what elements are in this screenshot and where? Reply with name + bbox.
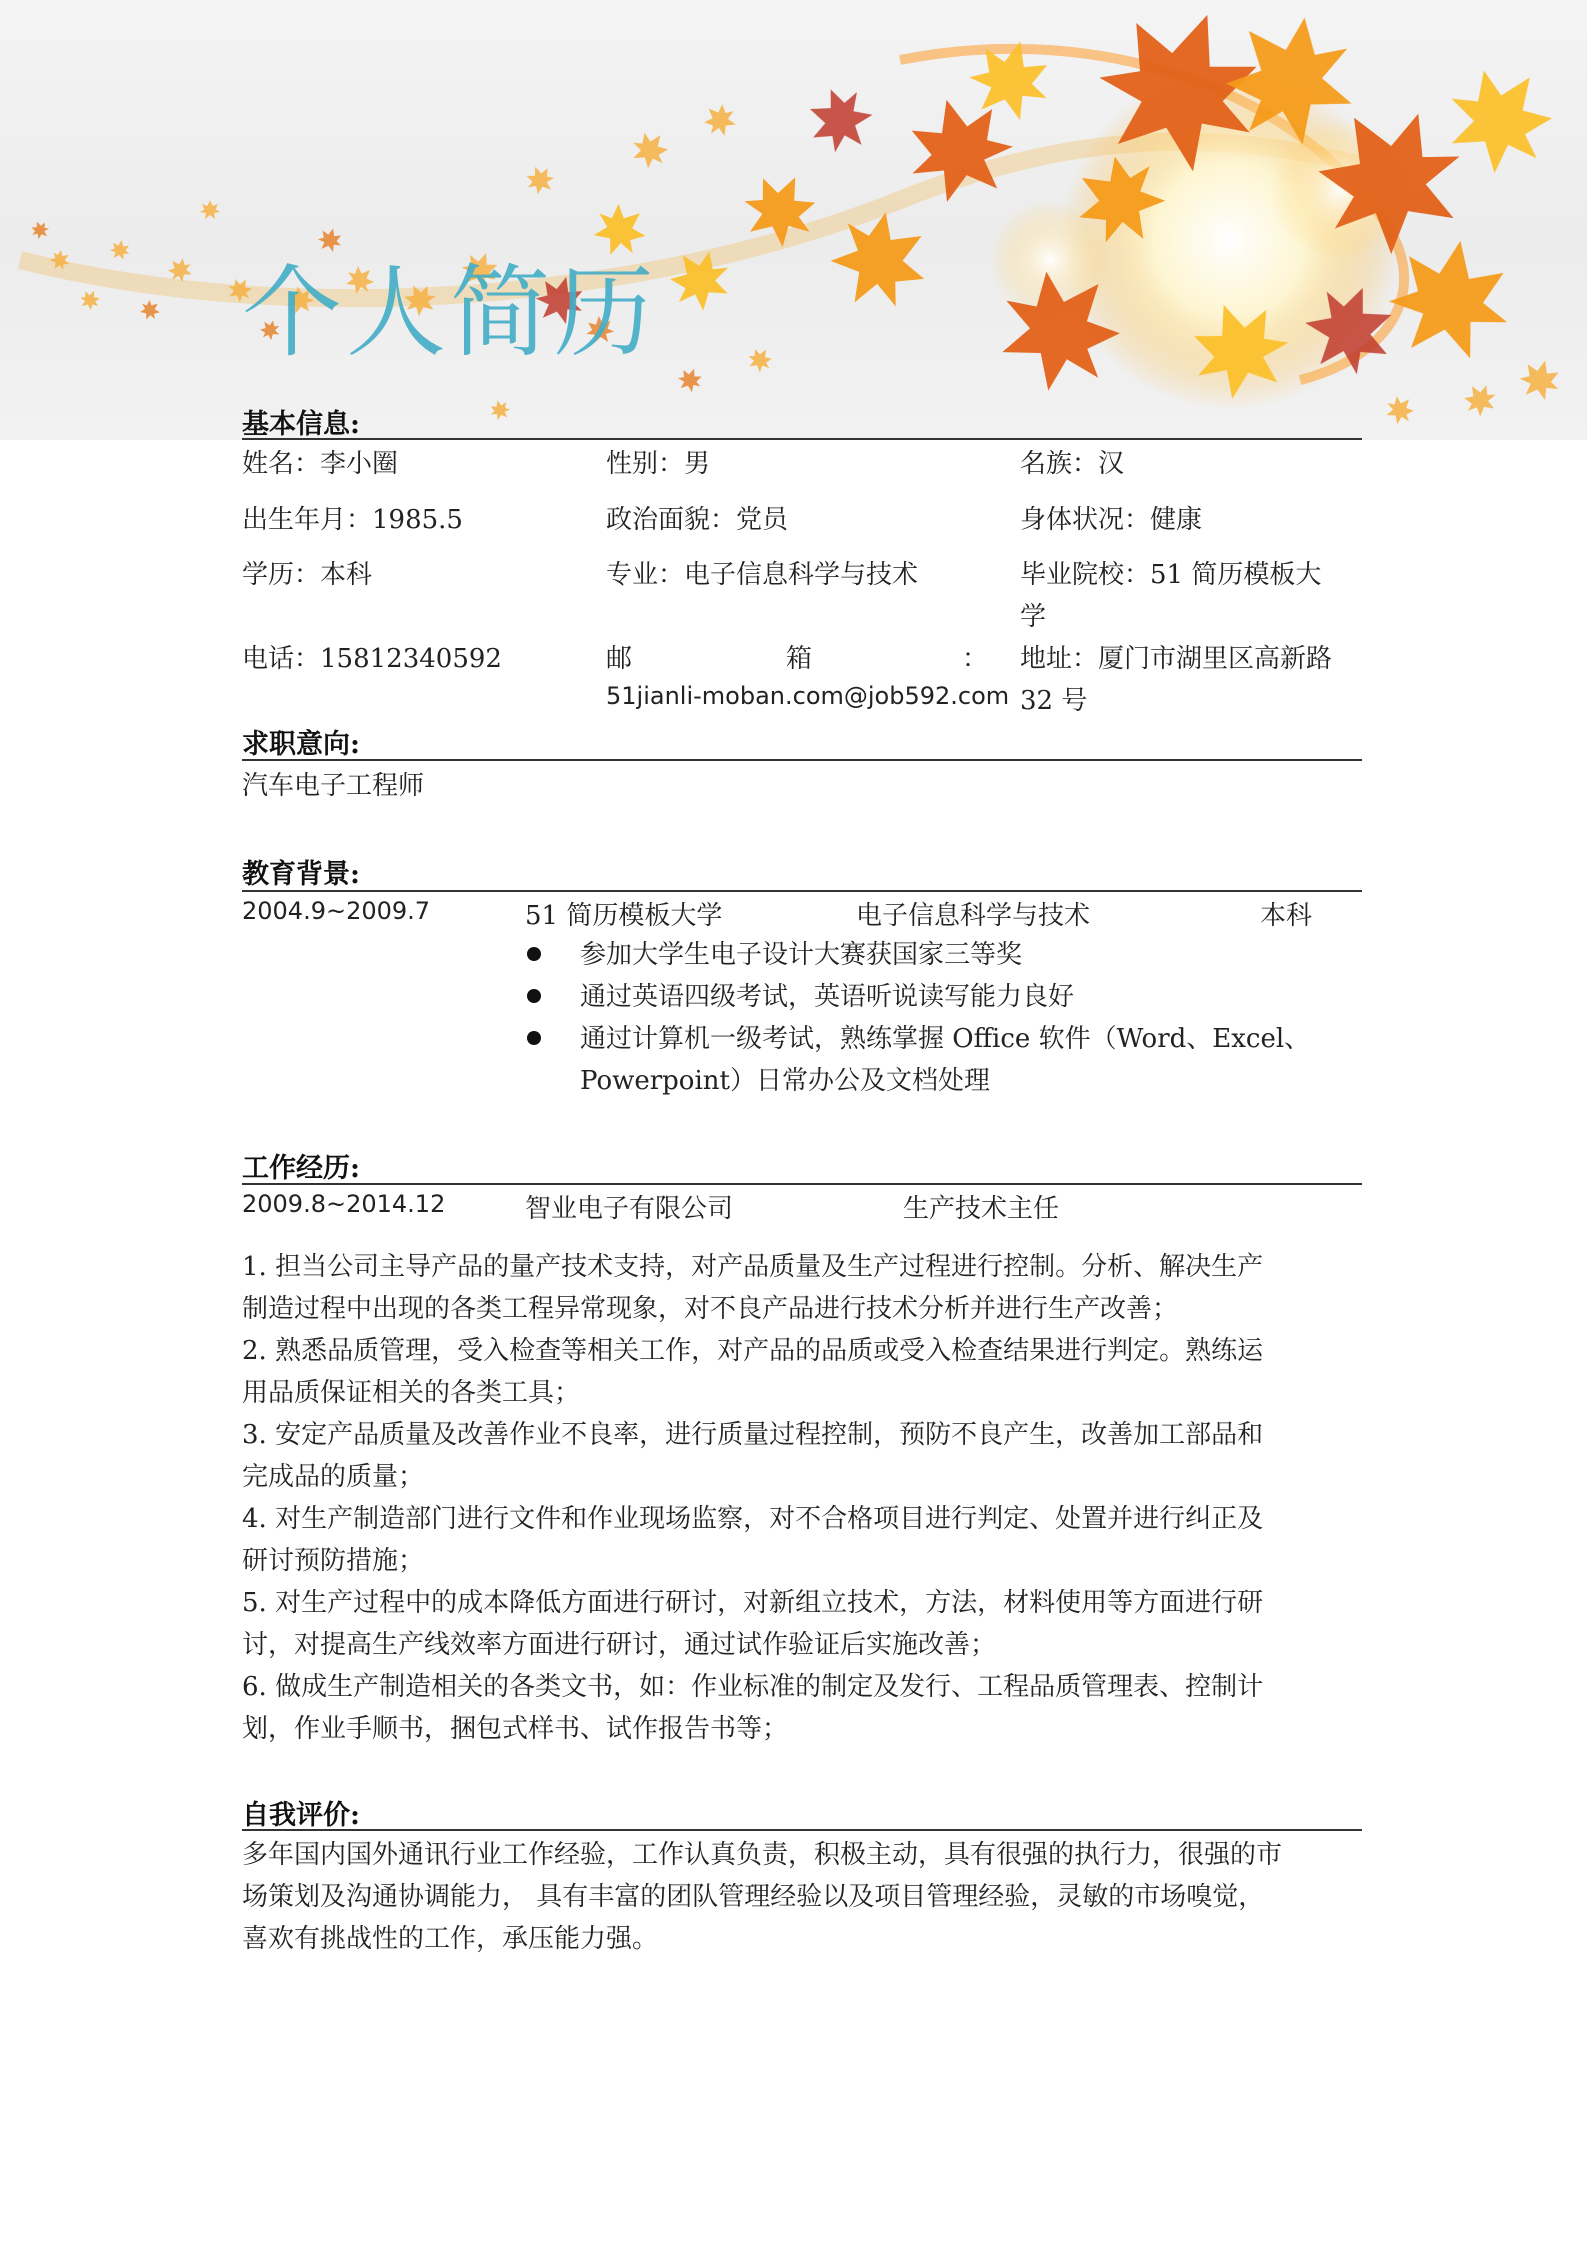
bullet-dot [527,989,541,1003]
school-field-cont: 学 [1020,602,1047,632]
self-eval-line: 喜欢有挑战性的工作，承压能力强。 [242,1924,659,1954]
education-field: 学历：本科 [242,560,373,590]
basic-info-divider [242,438,1362,440]
politics-field: 政治面貌：党员 [606,505,789,535]
education-item: 通过计算机一级考试，熟练掌握 Office 软件（Word、Excel、 [580,1024,1311,1054]
address-field-cont: 32 号 [1020,686,1088,716]
work-duty-line: 制造过程中出现的各类工程异常现象，对不良产品进行技术分析并进行生产改善； [242,1294,1179,1324]
education-item-cont: Powerpoint）日常办公及文档处理 [580,1066,990,1096]
email-label-1: 邮 [606,644,633,674]
phone-field: 电话：15812340592 [242,644,502,674]
objective-divider [242,759,1362,761]
work-duty-line: 用品质保证相关的各类工具； [242,1378,581,1408]
gender-field: 性别：男 [606,449,711,479]
objective-text: 汽车电子工程师 [242,771,425,801]
work-duty-line: 划，作业手顺书，捆包式样书、试作报告书等； [242,1714,789,1744]
education-period: 2004.9~2009.7 [242,897,431,925]
health-field: 身体状况：健康 [1020,505,1203,535]
work-period: 2009.8~2014.12 [242,1190,446,1218]
email-label-2: 箱 [786,644,813,674]
education-item: 通过英语四级考试，英语听说读写能力良好 [580,982,1075,1012]
autumn-leaves-decoration [0,0,1587,440]
work-duty-line: 1. 担当公司主导产品的量产技术支持，对产品质量及生产过程进行控制。分析、解决生产 [242,1252,1264,1282]
major-field: 专业：电子信息科学与技术 [606,560,919,590]
address-field: 地址：厦门市湖里区高新路 [1020,644,1333,674]
email-value[interactable]: 51jianli-moban.com@job592.com [606,682,1010,710]
email-label-3: ： [962,644,989,674]
work-duty-line: 完成品的质量； [242,1462,425,1492]
work-duty-line: 讨，对提高生产线效率方面进行研讨，通过试作验证后实施改善； [242,1630,997,1660]
education-item: 参加大学生电子设计大赛获国家三等奖 [580,940,1023,970]
school-field: 毕业院校：51 简历模板大 [1020,560,1322,590]
name-field: 姓名：李小圈 [242,449,399,479]
work-duty-line: 5. 对生产过程中的成本降低方面进行研讨，对新组立技术，方法，材料使用等方面进行研 [242,1588,1264,1618]
work-duty-line: 2. 熟悉品质管理，受入检查等相关工作，对产品的品质或受入检查结果进行判定。熟练运 [242,1336,1264,1366]
page-title: 个人简历 [242,254,658,371]
education-degree: 本科 [1260,901,1313,931]
work-company: 智业电子有限公司 [525,1194,734,1224]
education-divider [242,890,1362,892]
birth-field: 出生年月：1985.5 [242,505,463,535]
work-duty-line: 6. 做成生产制造相关的各类文书，如：作业标准的制定及发行、工程品质管理表、控制计 [242,1672,1264,1702]
bullet-dot [527,1031,541,1045]
work-title: 工作经历: [242,1153,360,1184]
education-major: 电子信息科学与技术 [856,901,1091,931]
work-duty-line: 4. 对生产制造部门进行文件和作业现场监察，对不合格项目进行判定、处置并进行纠正及 [242,1504,1264,1534]
basic-info-title: 基本信息: [242,409,360,440]
self-eval-line: 多年国内国外通讯行业工作经验，工作认真负责，积极主动，具有很强的执行力，很强的市 [242,1840,1283,1870]
bullet-dot [527,947,541,961]
work-divider [242,1183,1362,1185]
work-duty-line: 研讨预防措施； [242,1546,425,1576]
work-duty-line: 3. 安定产品质量及改善作业不良率，进行质量过程控制，预防不良产生，改善加工部品和 [242,1420,1264,1450]
objective-title: 求职意向: [242,729,360,760]
self-eval-divider [242,1829,1362,1831]
header-banner [0,0,1587,440]
education-title: 教育背景: [242,859,360,890]
self-eval-title: 自我评价: [242,1800,360,1831]
education-school: 51 简历模板大学 [525,901,723,931]
ethnicity-field: 名族：汉 [1020,449,1125,479]
self-eval-line: 场策划及沟通协调能力， 具有丰富的团队管理经验以及项目管理经验，灵敏的市场嗅觉， [242,1882,1265,1912]
work-position: 生产技术主任 [903,1194,1060,1224]
